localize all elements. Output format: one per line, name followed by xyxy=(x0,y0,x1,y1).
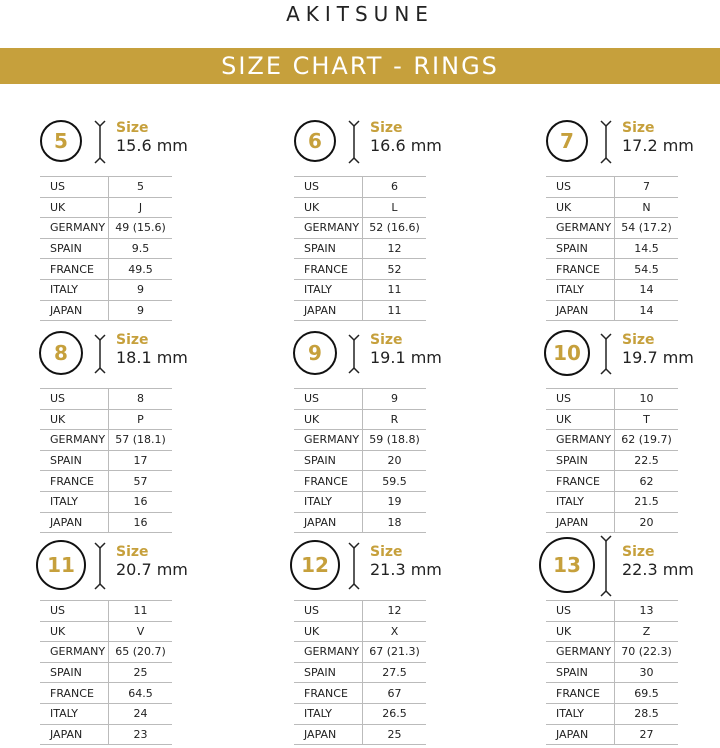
table-row xyxy=(40,409,172,430)
ring-size-card xyxy=(0,536,240,748)
size-value: 52 xyxy=(363,259,427,280)
size-value: 20 xyxy=(615,512,679,533)
table-row xyxy=(546,259,678,280)
size-value: L xyxy=(363,197,427,218)
size-value: 16 xyxy=(109,491,173,512)
country-label: JAPAN xyxy=(40,724,109,745)
size-value: 27 xyxy=(615,724,679,745)
diameter-value: 17.2 mm xyxy=(622,136,694,155)
country-label: ITALY xyxy=(40,703,109,724)
size-value: 12 xyxy=(363,238,427,259)
country-label: FRANCE xyxy=(294,471,363,492)
size-label: Size xyxy=(116,544,149,560)
country-label: UK xyxy=(294,409,363,430)
size-value: 59 (18.8) xyxy=(363,430,427,451)
ring-size-card xyxy=(254,324,494,536)
table-row xyxy=(40,259,172,280)
diameter-value: 22.3 mm xyxy=(622,560,694,579)
country-label: UK xyxy=(294,197,363,218)
ring-size-number: 5 xyxy=(40,120,82,162)
table-row xyxy=(546,238,678,259)
country-label: ITALY xyxy=(294,491,363,512)
size-value: 7 xyxy=(615,177,679,198)
table-row xyxy=(546,409,678,430)
ring-size-card xyxy=(506,536,720,748)
table-row xyxy=(294,450,426,471)
table-row xyxy=(546,471,678,492)
size-label: Size xyxy=(370,332,403,348)
country-label: ITALY xyxy=(40,279,109,300)
table-row xyxy=(546,724,678,745)
table-row xyxy=(294,279,426,300)
ring-size-card xyxy=(254,536,494,748)
country-label: US xyxy=(294,177,363,198)
table-row xyxy=(546,512,678,533)
table-row xyxy=(40,642,172,663)
country-label: GERMANY xyxy=(546,218,615,239)
diameter-value: 20.7 mm xyxy=(116,560,188,579)
table-row xyxy=(294,177,426,198)
size-value: 67 (21.3) xyxy=(363,642,427,663)
size-value: 11 xyxy=(363,279,427,300)
size-value: 54.5 xyxy=(615,259,679,280)
country-label: GERMANY xyxy=(40,218,109,239)
size-value: J xyxy=(109,197,173,218)
country-label: ITALY xyxy=(40,491,109,512)
diameter-caliper-icon xyxy=(348,120,358,164)
size-value: 59.5 xyxy=(363,471,427,492)
table-row xyxy=(40,177,172,198)
size-value: N xyxy=(615,197,679,218)
country-label: SPAIN xyxy=(40,238,109,259)
country-label: SPAIN xyxy=(40,662,109,683)
size-conversion-table xyxy=(40,600,172,745)
table-row xyxy=(294,197,426,218)
table-row xyxy=(294,300,426,321)
country-label: SPAIN xyxy=(294,238,363,259)
table-row xyxy=(546,218,678,239)
country-label: US xyxy=(294,601,363,622)
size-label: Size xyxy=(622,120,655,136)
table-row xyxy=(294,683,426,704)
size-value: 6 xyxy=(363,177,427,198)
size-value: 49.5 xyxy=(109,259,173,280)
diameter-value: 19.1 mm xyxy=(370,348,442,367)
country-label: UK xyxy=(546,409,615,430)
table-row xyxy=(40,471,172,492)
size-conversion-table xyxy=(294,176,426,321)
country-label: ITALY xyxy=(546,491,615,512)
country-label: UK xyxy=(546,621,615,642)
table-row xyxy=(40,218,172,239)
table-row xyxy=(294,409,426,430)
ring-size-number: 13 xyxy=(539,537,595,593)
table-row xyxy=(40,621,172,642)
size-value: T xyxy=(615,409,679,430)
size-value: 54 (17.2) xyxy=(615,218,679,239)
country-label: JAPAN xyxy=(546,512,615,533)
table-row xyxy=(40,300,172,321)
diameter-caliper-icon xyxy=(94,542,104,590)
table-row xyxy=(294,724,426,745)
ring-size-number: 6 xyxy=(294,120,336,162)
size-value: 20 xyxy=(363,450,427,471)
country-label: UK xyxy=(546,197,615,218)
country-label: FRANCE xyxy=(40,471,109,492)
ring-size-number: 11 xyxy=(36,540,86,590)
table-row xyxy=(40,389,172,410)
diameter-value: 18.1 mm xyxy=(116,348,188,367)
table-row xyxy=(40,601,172,622)
table-row xyxy=(40,683,172,704)
table-row xyxy=(294,642,426,663)
table-row xyxy=(546,300,678,321)
size-value: 52 (16.6) xyxy=(363,218,427,239)
size-conversion-table xyxy=(546,176,678,321)
size-value: 28.5 xyxy=(615,703,679,724)
size-value: 25 xyxy=(109,662,173,683)
size-value: R xyxy=(363,409,427,430)
size-label: Size xyxy=(622,544,655,560)
size-value: 21.5 xyxy=(615,491,679,512)
country-label: US xyxy=(40,389,109,410)
country-label: FRANCE xyxy=(546,259,615,280)
country-label: JAPAN xyxy=(546,724,615,745)
country-label: US xyxy=(40,177,109,198)
diameter-caliper-icon xyxy=(600,333,610,375)
country-label: GERMANY xyxy=(546,430,615,451)
size-label: Size xyxy=(370,544,403,560)
diameter-caliper-icon xyxy=(348,542,358,590)
country-label: UK xyxy=(294,621,363,642)
table-row xyxy=(40,197,172,218)
ring-size-number: 8 xyxy=(39,331,83,375)
size-value: 5 xyxy=(109,177,173,198)
ring-size-number: 9 xyxy=(293,331,337,375)
country-label: SPAIN xyxy=(40,450,109,471)
size-conversion-table xyxy=(294,388,426,533)
size-value: 18 xyxy=(363,512,427,533)
table-row xyxy=(546,279,678,300)
size-value: 67 xyxy=(363,683,427,704)
country-label: FRANCE xyxy=(294,683,363,704)
size-value: 22.5 xyxy=(615,450,679,471)
country-label: US xyxy=(546,389,615,410)
ring-size-card xyxy=(506,324,720,536)
table-row xyxy=(546,430,678,451)
size-value: Z xyxy=(615,621,679,642)
country-label: FRANCE xyxy=(294,259,363,280)
country-label: GERMANY xyxy=(40,642,109,663)
country-label: FRANCE xyxy=(546,683,615,704)
table-row xyxy=(546,662,678,683)
ring-size-card xyxy=(506,112,720,324)
size-conversion-table xyxy=(546,600,678,745)
size-value: 14.5 xyxy=(615,238,679,259)
country-label: JAPAN xyxy=(40,512,109,533)
size-value: 9 xyxy=(363,389,427,410)
table-row xyxy=(40,279,172,300)
country-label: US xyxy=(294,389,363,410)
country-label: GERMANY xyxy=(40,430,109,451)
diameter-caliper-icon xyxy=(600,120,610,164)
table-row xyxy=(546,601,678,622)
brand-logo: AKITSUNE xyxy=(286,2,434,26)
table-row xyxy=(546,491,678,512)
table-row xyxy=(546,450,678,471)
table-row xyxy=(294,491,426,512)
country-label: JAPAN xyxy=(294,512,363,533)
size-value: 57 (18.1) xyxy=(109,430,173,451)
size-value: 8 xyxy=(109,389,173,410)
size-value: 64.5 xyxy=(109,683,173,704)
ring-size-card xyxy=(0,112,240,324)
country-label: GERMANY xyxy=(294,430,363,451)
size-value: 9 xyxy=(109,279,173,300)
ring-size-number: 7 xyxy=(546,120,588,162)
size-value: 23 xyxy=(109,724,173,745)
table-row xyxy=(40,238,172,259)
size-value: 26.5 xyxy=(363,703,427,724)
country-label: SPAIN xyxy=(546,450,615,471)
diameter-value: 15.6 mm xyxy=(116,136,188,155)
country-label: ITALY xyxy=(546,703,615,724)
country-label: ITALY xyxy=(294,703,363,724)
country-label: UK xyxy=(40,621,109,642)
table-row xyxy=(294,621,426,642)
size-value: 62 xyxy=(615,471,679,492)
table-row xyxy=(294,512,426,533)
country-label: SPAIN xyxy=(294,450,363,471)
size-value: 65 (20.7) xyxy=(109,642,173,663)
size-value: V xyxy=(109,621,173,642)
table-row xyxy=(294,430,426,451)
size-value: 27.5 xyxy=(363,662,427,683)
diameter-caliper-icon xyxy=(94,120,104,164)
ring-size-number: 10 xyxy=(544,330,590,376)
size-value: 17 xyxy=(109,450,173,471)
size-value: 62 (19.7) xyxy=(615,430,679,451)
table-row xyxy=(546,389,678,410)
country-label: UK xyxy=(40,409,109,430)
diameter-value: 16.6 mm xyxy=(370,136,442,155)
country-label: US xyxy=(546,601,615,622)
country-label: GERMANY xyxy=(546,642,615,663)
country-label: US xyxy=(546,177,615,198)
diameter-caliper-icon xyxy=(348,334,358,374)
size-value: X xyxy=(363,621,427,642)
table-row xyxy=(294,259,426,280)
size-conversion-table xyxy=(294,600,426,745)
size-value: 13 xyxy=(615,601,679,622)
size-value: 30 xyxy=(615,662,679,683)
country-label: SPAIN xyxy=(294,662,363,683)
table-row xyxy=(546,642,678,663)
size-value: 9.5 xyxy=(109,238,173,259)
size-value: 10 xyxy=(615,389,679,410)
diameter-caliper-icon xyxy=(600,535,610,597)
table-row xyxy=(546,197,678,218)
country-label: GERMANY xyxy=(294,218,363,239)
size-value: 11 xyxy=(363,300,427,321)
country-label: JAPAN xyxy=(294,724,363,745)
size-value: P xyxy=(109,409,173,430)
table-row xyxy=(294,238,426,259)
table-row xyxy=(40,703,172,724)
size-value: 12 xyxy=(363,601,427,622)
size-conversion-table xyxy=(40,388,172,533)
table-row xyxy=(40,430,172,451)
country-label: ITALY xyxy=(546,279,615,300)
size-value: 16 xyxy=(109,512,173,533)
table-row xyxy=(40,662,172,683)
size-value: 24 xyxy=(109,703,173,724)
table-row xyxy=(546,683,678,704)
diameter-value: 19.7 mm xyxy=(622,348,694,367)
country-label: UK xyxy=(40,197,109,218)
country-label: FRANCE xyxy=(40,259,109,280)
country-label: JAPAN xyxy=(40,300,109,321)
diameter-value: 21.3 mm xyxy=(370,560,442,579)
size-conversion-table xyxy=(40,176,172,321)
table-row xyxy=(546,177,678,198)
table-row xyxy=(40,450,172,471)
table-row xyxy=(546,621,678,642)
ring-size-card xyxy=(254,112,494,324)
table-row xyxy=(294,662,426,683)
size-label: Size xyxy=(622,332,655,348)
size-label: Size xyxy=(116,332,149,348)
country-label: JAPAN xyxy=(546,300,615,321)
table-row xyxy=(40,491,172,512)
size-value: 14 xyxy=(615,279,679,300)
diameter-caliper-icon xyxy=(94,334,104,374)
country-label: SPAIN xyxy=(546,662,615,683)
size-value: 57 xyxy=(109,471,173,492)
table-row xyxy=(40,512,172,533)
size-value: 49 (15.6) xyxy=(109,218,173,239)
country-label: FRANCE xyxy=(40,683,109,704)
size-value: 70 (22.3) xyxy=(615,642,679,663)
size-label: Size xyxy=(370,120,403,136)
size-value: 25 xyxy=(363,724,427,745)
table-row xyxy=(294,218,426,239)
table-row xyxy=(294,471,426,492)
size-label: Size xyxy=(116,120,149,136)
table-row xyxy=(294,389,426,410)
table-row xyxy=(294,601,426,622)
size-value: 9 xyxy=(109,300,173,321)
country-label: GERMANY xyxy=(294,642,363,663)
country-label: US xyxy=(40,601,109,622)
country-label: SPAIN xyxy=(546,238,615,259)
size-value: 11 xyxy=(109,601,173,622)
country-label: FRANCE xyxy=(546,471,615,492)
size-value: 69.5 xyxy=(615,683,679,704)
ring-size-card xyxy=(0,324,240,536)
country-label: JAPAN xyxy=(294,300,363,321)
table-row xyxy=(40,724,172,745)
size-value: 14 xyxy=(615,300,679,321)
size-conversion-table xyxy=(546,388,678,533)
size-value: 19 xyxy=(363,491,427,512)
page-title-banner: SIZE CHART - RINGS xyxy=(0,48,720,84)
table-row xyxy=(294,703,426,724)
ring-size-number: 12 xyxy=(290,540,340,590)
country-label: ITALY xyxy=(294,279,363,300)
table-row xyxy=(546,703,678,724)
